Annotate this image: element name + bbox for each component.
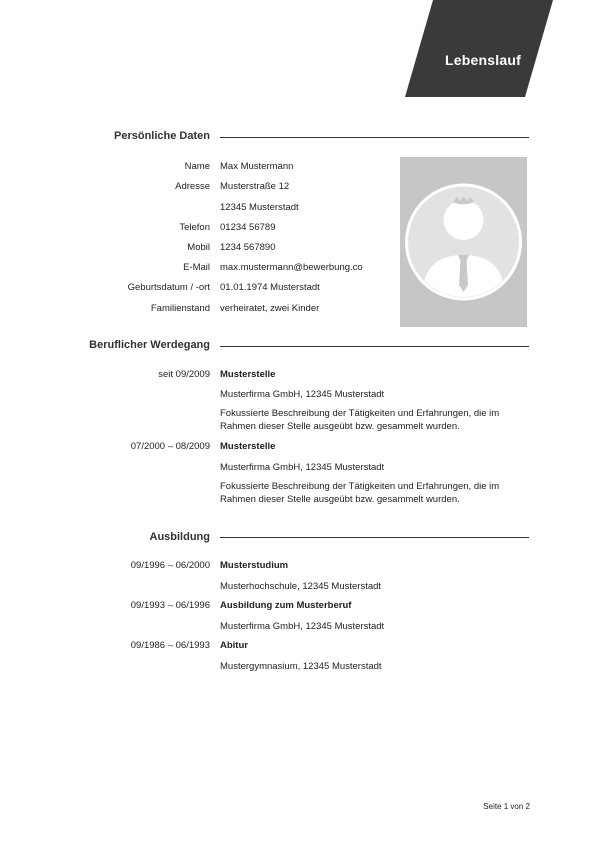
- value-phone: 01234 56789: [220, 222, 276, 233]
- value-name: Max Mustermann: [220, 161, 294, 172]
- career-company: Musterfirma GmbH, 12345 Musterstadt: [220, 462, 385, 473]
- value-city: 12345 Musterstadt: [220, 202, 299, 213]
- education-institution: Musterhochschule, 12345 Musterstadt: [220, 581, 382, 592]
- education-institution: Musterfirma GmbH, 12345 Musterstadt: [220, 621, 385, 632]
- career-company: Musterfirma GmbH, 12345 Musterstadt: [220, 389, 385, 400]
- section-divider: [220, 137, 529, 138]
- avatar-icon: [400, 157, 527, 327]
- career-description: Fokussierte Beschreibung der Tätigkeiten und Erfahrungen, die im Rahmen dieser Stelle ausgeübt bzw. gesammelt wurden.: [220, 481, 500, 505]
- education-period: 09/1996 – 06/2000: [130, 560, 210, 571]
- career-position: Musterstelle: [220, 441, 276, 452]
- page-title: Lebenslauf: [445, 52, 521, 68]
- education-period: 09/1986 – 06/1993: [130, 640, 210, 651]
- section-divider: [220, 537, 529, 538]
- section-divider: [220, 346, 529, 347]
- education-period: 09/1993 – 06/1996: [130, 600, 210, 611]
- value-mobile: 1234 567890: [220, 242, 276, 253]
- profile-photo: [400, 157, 527, 327]
- label-email: E-Mail: [183, 262, 210, 273]
- education-institution: Mustergymnasium, 12345 Musterstadt: [220, 661, 382, 672]
- header-banner: [405, 0, 553, 97]
- career-position: Musterstelle: [220, 369, 276, 380]
- career-period: 07/2000 – 08/2009: [130, 441, 210, 452]
- education-title: Abitur: [220, 640, 248, 651]
- value-email[interactable]: max.mustermann@bewerbung.co: [220, 262, 363, 273]
- label-address: Adresse: [175, 181, 210, 192]
- value-birth: 01.01.1974 Musterstadt: [220, 282, 320, 293]
- career-description: Fokussierte Beschreibung der Tätigkeiten und Erfahrungen, die im Rahmen dieser Stelle ausgeübt bzw. gesammelt wurden.: [220, 408, 500, 432]
- value-family: verheiratet, zwei Kinder: [220, 303, 320, 314]
- label-phone: Telefon: [179, 222, 210, 233]
- section-title-career: Beruflicher Werdegang: [89, 339, 210, 351]
- page-number: Seite 1 von 2: [483, 802, 530, 811]
- label-family: Familienstand: [150, 303, 210, 314]
- section-title-education: Ausbildung: [149, 531, 210, 543]
- label-mobile: Mobil: [187, 242, 210, 253]
- value-street: Musterstraße 12: [220, 181, 290, 192]
- career-period: seit 09/2009: [158, 369, 210, 380]
- label-birth: Geburtsdatum / -ort: [127, 282, 210, 293]
- banner-shape: [405, 0, 553, 97]
- label-name: Name: [184, 161, 210, 172]
- education-title: Musterstudium: [220, 560, 289, 571]
- education-title: Ausbildung zum Musterberuf: [220, 600, 352, 611]
- section-title-personal: Persönliche Daten: [114, 130, 210, 142]
